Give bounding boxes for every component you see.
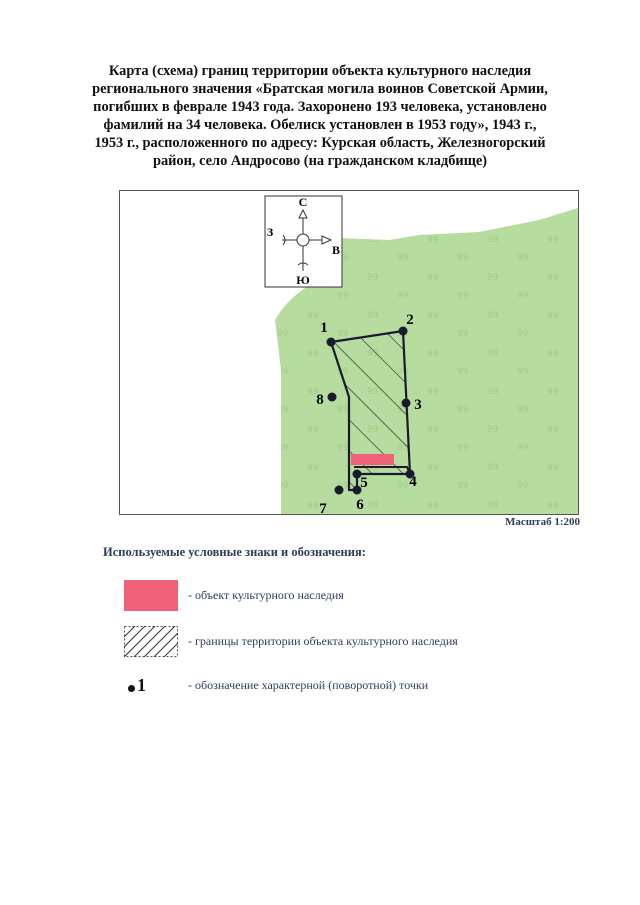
turning-point-symbol — [124, 675, 178, 695]
legend-item-label: - границы территории объекта культурного наследия — [188, 634, 458, 648]
point-label: 7 — [319, 501, 327, 515]
heritage-object-swatch — [124, 580, 178, 611]
point-label: 8 — [316, 392, 324, 408]
point-symbol-number: 1 — [137, 674, 146, 695]
compass — [265, 195, 342, 287]
legend-item-territory-boundary — [124, 626, 458, 657]
map-frame — [119, 190, 579, 515]
point-label: 2 — [406, 312, 414, 328]
title-line: 1953 г., расположенного по адресу: Курская область, Железногорский — [94, 135, 546, 151]
turning-point — [328, 393, 337, 402]
heritage-object — [351, 454, 394, 465]
legend-item-label: - обозначение характерной (поворотной) точки — [188, 677, 429, 692]
point-label: 3 — [414, 397, 422, 413]
title-line: фамилий на 34 человека. Обелиск установлен в 1953 году», 1943 г., — [103, 117, 537, 133]
compass-west-label: З — [266, 225, 274, 239]
map-title — [70, 62, 570, 170]
legend-item-label: - объект культурного наследия — [188, 588, 344, 602]
hatch-swatch — [124, 626, 178, 657]
point-label: 1 — [320, 320, 328, 336]
title-line: район, село Андросово (на гражданском кладбище) — [152, 153, 488, 169]
title-line: Карта (схема) границ территории объекта культурного наследия — [108, 63, 532, 79]
turning-point — [327, 338, 336, 347]
compass-north-label: С — [298, 195, 308, 209]
turning-point — [402, 399, 411, 408]
compass-south-label: Ю — [296, 273, 310, 287]
legend-title: Используемые условные знаки и обозначения: — [103, 545, 366, 559]
legend-item-turning-point — [124, 675, 428, 695]
point-label: 6 — [356, 497, 364, 513]
point-label: 4 — [409, 474, 417, 490]
turning-point — [335, 486, 344, 495]
point-label: 5 — [360, 475, 368, 491]
title-line: погибших в феврале 1943 года. Захоронено 193 человека, установлено — [93, 99, 547, 115]
map-canvas — [119, 190, 579, 515]
scale-label: Масштаб 1:200 — [504, 516, 580, 528]
title-line: регионального значения «Братская могила воинов Советской Армии, — [92, 81, 548, 97]
legend-item-heritage-object — [124, 580, 344, 611]
point-dot-icon — [128, 685, 135, 692]
compass-east-label: В — [331, 243, 341, 257]
